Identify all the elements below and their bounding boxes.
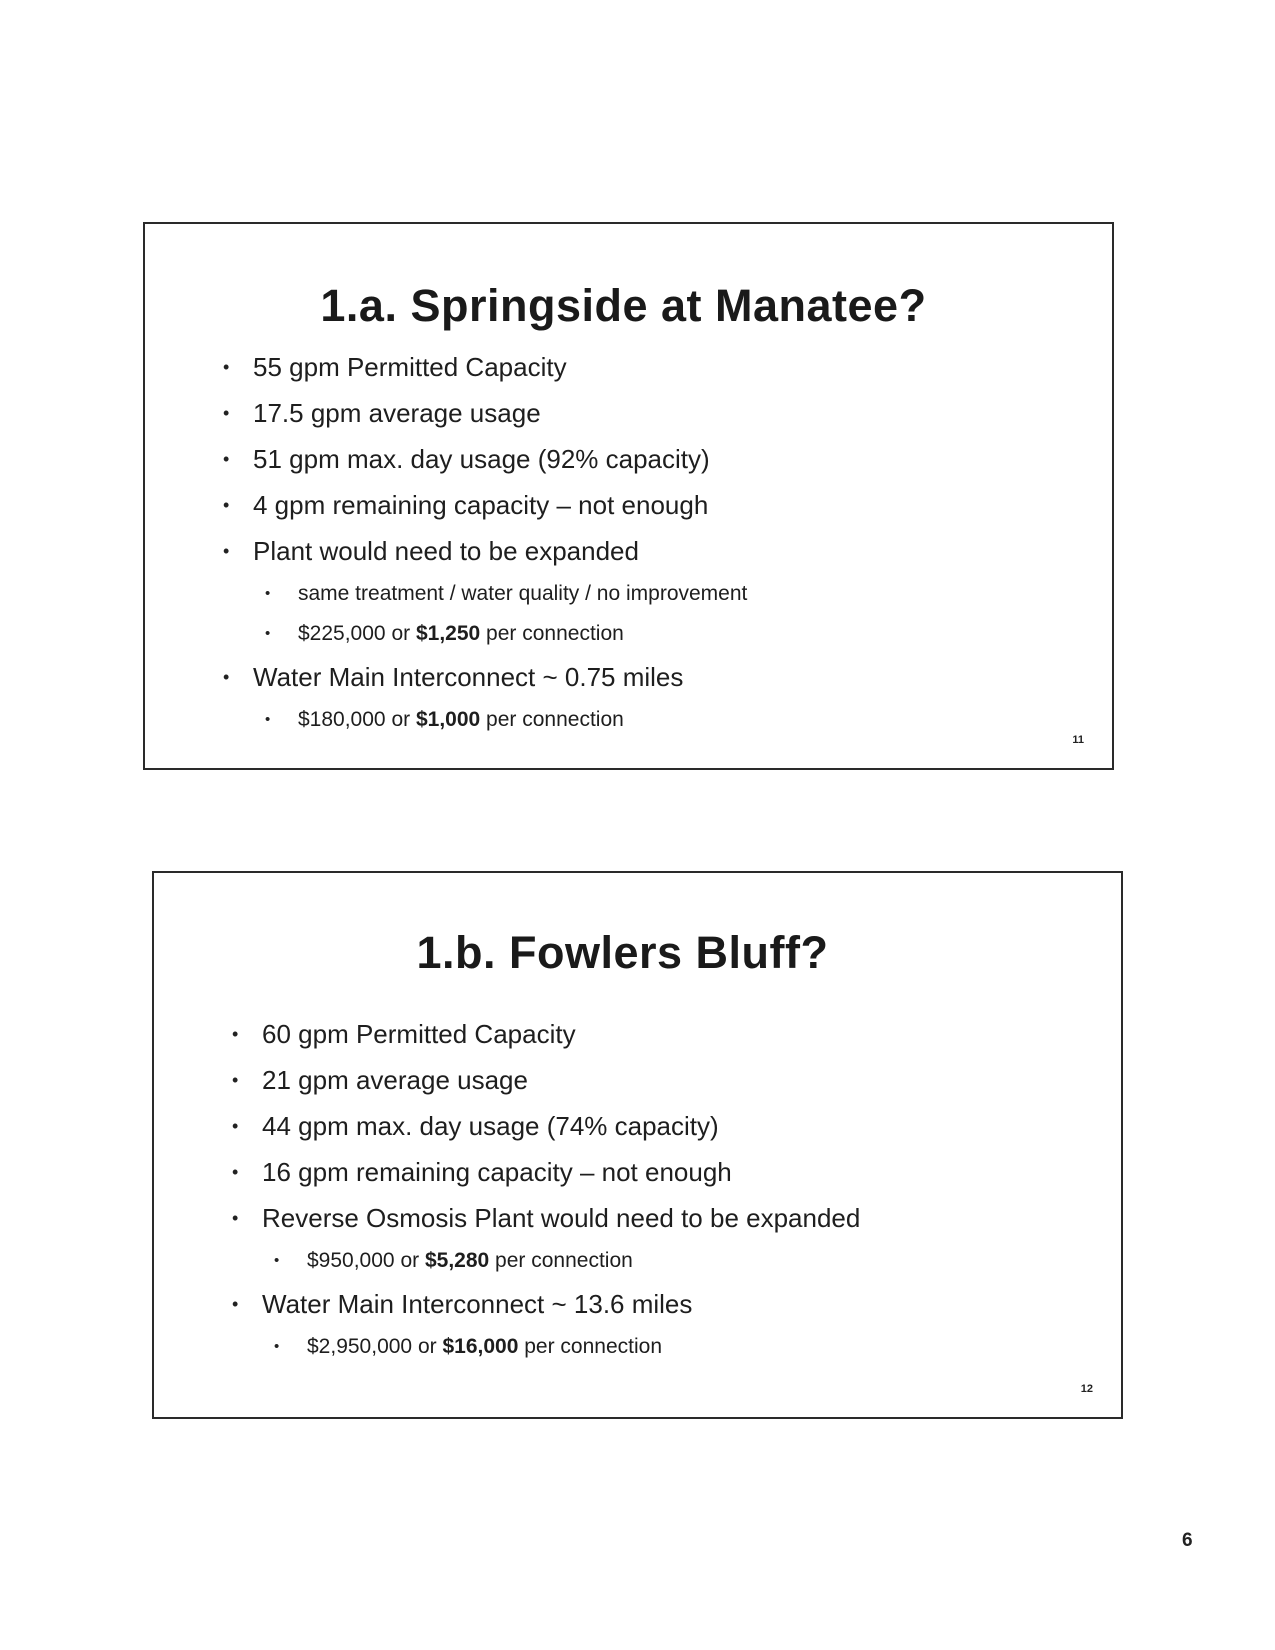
cost-per-connection: $16,000	[442, 1335, 519, 1358]
bullet-item	[223, 390, 747, 436]
bullet-dot: •	[265, 585, 271, 602]
bullet-item	[223, 436, 747, 482]
slide-12	[152, 871, 1123, 1419]
bullet-text: 55 gpm Permitted Capacity	[253, 352, 567, 382]
or-text: or	[391, 622, 411, 645]
bullet-dot: •	[274, 1252, 280, 1269]
or-text: or	[391, 708, 411, 731]
bullet-item	[232, 1195, 860, 1241]
bullet-dot: •	[223, 541, 230, 561]
bullet-list	[232, 1011, 860, 1367]
bullet-dot: •	[274, 1338, 280, 1355]
bullet-dot: •	[223, 495, 230, 515]
sub-bullet-item	[223, 700, 747, 740]
slide-title: 1.b. Fowlers Bluff?	[416, 927, 829, 978]
suffix-text: per connection	[486, 622, 624, 645]
cost-per-connection: $1,250	[415, 622, 481, 645]
cost-amount: $950,000	[307, 1249, 395, 1272]
cost-amount: $225,000	[298, 622, 386, 645]
cost-amount: $180,000	[298, 708, 386, 731]
bullet-item	[232, 1011, 860, 1057]
bullet-dot: •	[232, 1162, 239, 1182]
bullet-text: same treatment / water quality / no improvement	[298, 582, 748, 605]
bullet-item	[232, 1057, 860, 1103]
slide-title: 1.a. Springside at Manatee?	[320, 280, 927, 331]
bullet-text: Plant would need to be expanded	[253, 536, 639, 566]
bullet-text: 17.5 gpm average usage	[253, 398, 541, 428]
or-text: or	[417, 1335, 437, 1358]
bullet-text: 60 gpm Permitted Capacity	[262, 1019, 576, 1049]
slide-number: 11	[1072, 734, 1084, 746]
bullet-item	[223, 482, 747, 528]
suffix-text: per connection	[486, 708, 624, 731]
cost-per-connection: $5,280	[424, 1249, 490, 1272]
bullet-text: 51 gpm max. day usage (92% capacity)	[253, 444, 710, 474]
bullet-item	[232, 1103, 860, 1149]
bullet-dot: •	[232, 1294, 239, 1314]
bullet-dot: •	[265, 625, 271, 642]
slide-11	[143, 222, 1114, 770]
bullet-item	[232, 1281, 860, 1327]
cost-amount: $2,950,000	[307, 1335, 413, 1358]
bullet-item	[223, 654, 747, 700]
or-text: or	[400, 1249, 420, 1272]
bullet-dot: •	[232, 1024, 239, 1044]
sub-bullet-item	[223, 574, 747, 614]
bullet-list	[223, 344, 747, 740]
sub-bullet-item	[232, 1241, 860, 1281]
bullet-dot: •	[232, 1208, 239, 1228]
bullet-text: 44 gpm max. day usage (74% capacity)	[262, 1111, 719, 1141]
bullet-text: 4 gpm remaining capacity – not enough	[253, 490, 709, 520]
bullet-dot: •	[223, 403, 230, 423]
suffix-text: per connection	[495, 1249, 633, 1272]
sub-bullet-item	[223, 614, 747, 654]
page-number: 6	[1182, 1530, 1193, 1551]
bullet-dot: •	[232, 1116, 239, 1136]
bullet-dot: •	[232, 1070, 239, 1090]
bullet-item	[223, 344, 747, 390]
bullet-text: Water Main Interconnect ~ 0.75 miles	[253, 662, 684, 692]
bullet-dot: •	[223, 449, 230, 469]
bullet-dot: •	[265, 711, 271, 728]
cost-per-connection: $1,000	[415, 708, 481, 731]
bullet-text: Water Main Interconnect ~ 13.6 miles	[262, 1289, 693, 1319]
slide-number: 12	[1080, 1383, 1093, 1395]
suffix-text: per connection	[524, 1335, 663, 1358]
bullet-dot: •	[223, 667, 230, 687]
bullet-text: 21 gpm average usage	[262, 1065, 528, 1095]
bullet-item	[223, 528, 747, 574]
bullet-dot: •	[223, 357, 230, 377]
bullet-item	[232, 1149, 860, 1195]
sub-bullet-item	[232, 1327, 860, 1367]
bullet-text: 16 gpm remaining capacity – not enough	[262, 1157, 732, 1187]
bullet-text: Reverse Osmosis Plant would need to be expanded	[262, 1203, 861, 1233]
